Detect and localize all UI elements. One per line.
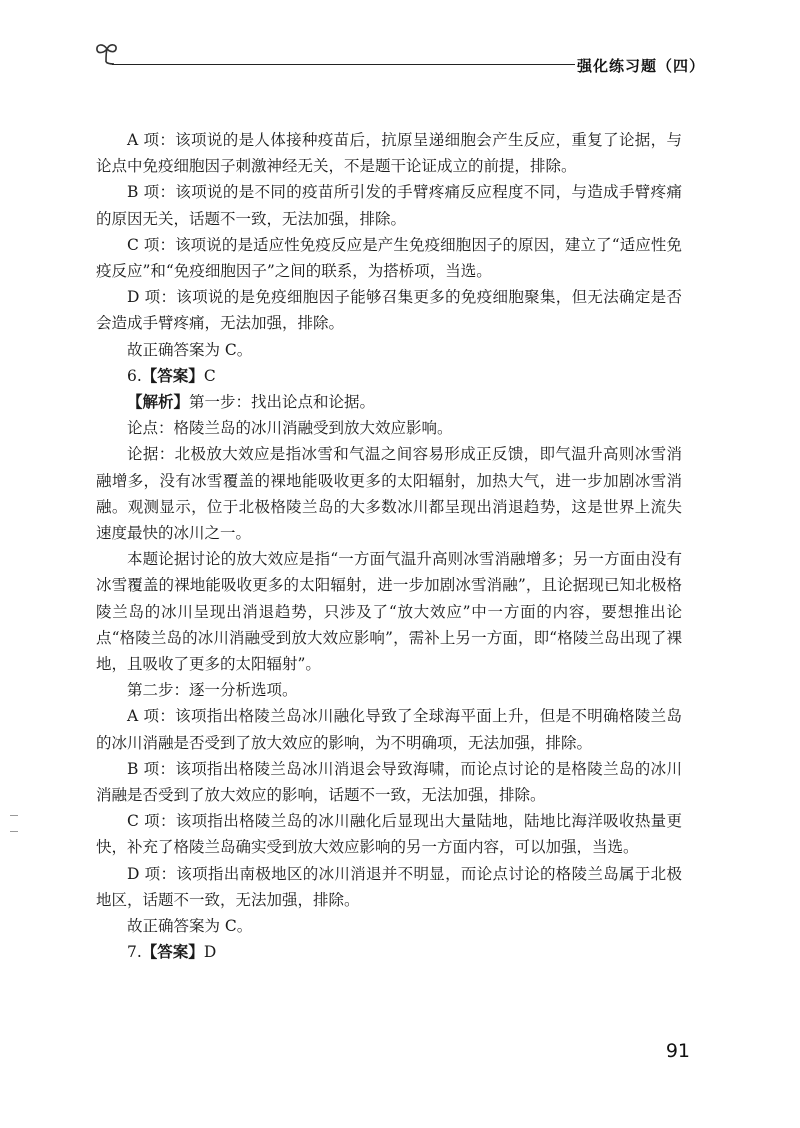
option-b-paragraph: B 项：该项说的是不同的疫苗所引发的手臂疼痛反应程度不同，与造成手臂疼痛的原因无关，话题不一致，无法加强，排除。	[96, 183, 682, 228]
scan-margin-mark	[10, 815, 18, 816]
q7-answer: D	[203, 943, 217, 962]
option-a-paragraph: A 项：该项说的是人体接种疫苗后，抗原呈递细胞会产生反应，重复了论据，与论点中免疫细胞因子刺激神经无关，不是题干论证成立的前提，排除。	[96, 131, 682, 176]
q6-conclusion: 故正确答案为 C。	[127, 917, 253, 936]
page-content	[96, 127, 682, 966]
q6-option-b: B 项：该项指出格陵兰岛冰川消退会导致海啸，而论点讨论的是格陵兰岛的冰川消融是否受到了放大效应的影响，话题不一致，无法加强，排除。	[96, 759, 682, 805]
q6-option-d: D 项：该项指出南极地区的冰川消退并不明显，而论点讨论的格陵兰岛属于北极地区，话题不一致，无法加强，排除。	[96, 864, 682, 909]
page-header	[92, 40, 705, 80]
q7-answer-tag: 【答案】	[141, 942, 204, 962]
q6-number: 6.	[127, 366, 142, 385]
q6-answer: C	[203, 366, 216, 385]
q6-option-a: A 项：该项指出格陵兰岛冰川融化导致了全球海平面上升，但是不明确格陵兰岛的冰川消融是否受到了放大效应的影响，为不明确项，无法加强，排除。	[96, 707, 682, 752]
q6-answer-tag: 【答案】	[141, 365, 204, 385]
sprout-logo-icon	[92, 40, 122, 66]
q7-number: 7.	[127, 943, 142, 962]
q6-evidence: 论据：北极放大效应是指冰雪和气温之间容易形成正反馈，即气温升高则冰雪消融增多，没有冰雪覆盖的裸地能吸收更多的太阳辐射，加热大气，进一步加剧冰雪消融。观测显示，位于北极格陵兰岛的大多数冰川都呈现出消退趋势，这是世界上流失速度最快的冰川之一。	[96, 445, 682, 543]
q6-step1: 第一步：找出论点和论据。	[189, 393, 376, 412]
option-c-paragraph: C 项：该项说的是适应性免疫反应是产生免疫细胞因子的原因，建立了“适应性免疫反应”和“免疫细胞因子”之间的联系，为搭桥项，当选。	[96, 235, 682, 281]
header-rule	[112, 64, 575, 65]
q6-step2: 第二步：逐一分析选项。	[127, 681, 298, 700]
q6-option-c: C 项：该项指出格陵兰岛的冰川融化后显现出大量陆地，陆地比海洋吸收热量更快，补充了格陵兰岛确实受到放大效应影响的另一方面内容，可以加强，当选。	[96, 812, 682, 857]
q7-answer-line	[96, 939, 682, 965]
section-title: 强化练习题（四）	[576, 57, 705, 75]
q6-analysis-line	[96, 389, 682, 415]
q6-analysis-tag: 【解析】	[127, 392, 190, 412]
q6-answer-line	[96, 363, 682, 389]
page-number: 91	[665, 1040, 690, 1062]
answer-conclusion: 故正确答案为 C。	[127, 340, 253, 359]
q6-thesis: 论点：格陵兰岛的冰川消融受到放大效应影响。	[127, 419, 453, 438]
scan-margin-mark	[10, 831, 18, 832]
option-d-paragraph: D 项：该项说的是免疫细胞因子能够召集更多的免疫细胞聚集，但无法确定是否会造成手臂疼痛，无法加强，排除。	[96, 288, 682, 333]
q6-discussion: 本题论据讨论的放大效应是指“一方面气温升高则冰雪消融增多；另一方面由没有冰雪覆盖的裸地能吸收更多的太阳辐射，进一步加剧冰雪消融”，且论据现已知北极格陵兰岛的冰川呈现出消退趋势，只涉及了“放大效应”中一方面的内容，要想推出论点“格陵兰岛的冰川消融受到放大效应影响”，需补上另一方面，即“格陵兰岛出现了裸地，且吸收了更多的太阳辐射”。	[96, 550, 682, 674]
